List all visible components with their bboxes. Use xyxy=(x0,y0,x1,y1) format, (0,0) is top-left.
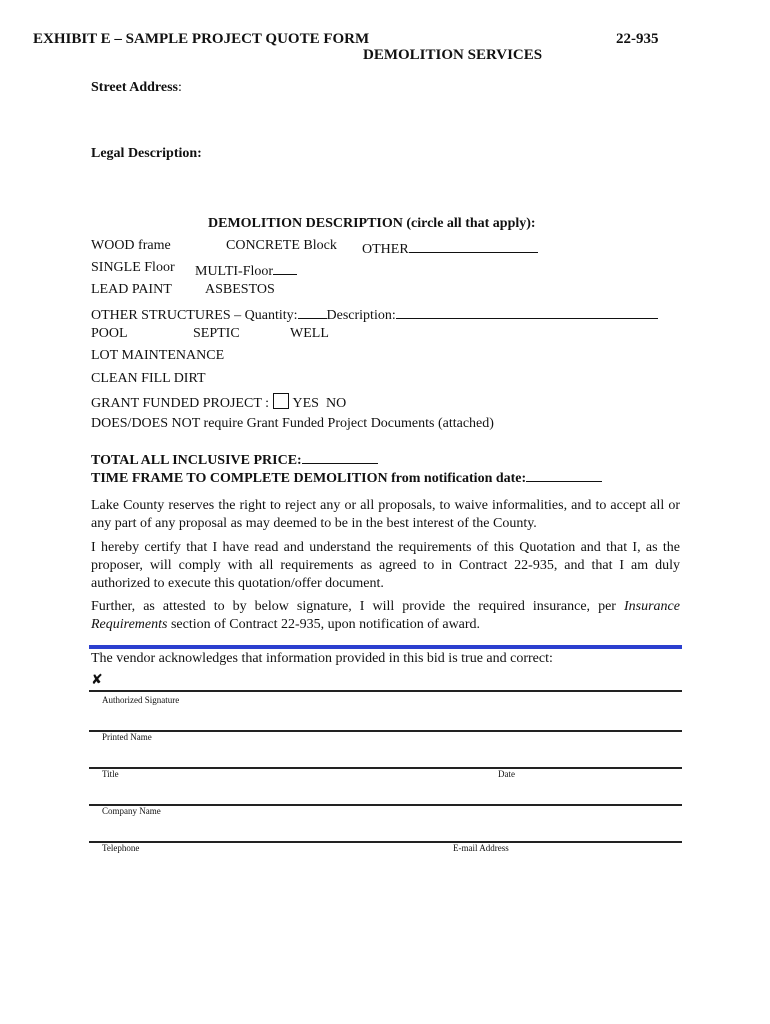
date-label: Date xyxy=(498,769,515,779)
option-concrete-block[interactable]: CONCRETE Block xyxy=(226,238,337,253)
email-label: E-mail Address xyxy=(453,843,509,853)
option-well[interactable]: WELL xyxy=(290,326,329,341)
description-blank[interactable] xyxy=(396,304,658,319)
option-other[interactable]: OTHER xyxy=(362,238,538,258)
option-lead-paint[interactable]: LEAD PAINT xyxy=(91,282,172,297)
exhibit-title: EXHIBIT E – SAMPLE PROJECT QUOTE FORM xyxy=(33,31,370,47)
certification-paragraph: I hereby certify that I have read and understand the requirements of this Quotation and that I, as the proposer, will comply with all requirements as agreed to in Contract 22-935, and that I am duly authorized to execute this quotation/offer document. xyxy=(91,540,680,591)
street-address-label: Street Address: xyxy=(91,80,182,95)
contract-number: 22-935 xyxy=(616,31,659,47)
company-name-line[interactable] xyxy=(89,804,682,806)
signature-x-mark: ✘ xyxy=(91,672,103,688)
grant-yes-checkbox[interactable] xyxy=(273,393,289,409)
grant-no-label[interactable]: NO xyxy=(325,396,347,411)
signature-line[interactable] xyxy=(89,690,682,692)
option-septic[interactable]: SEPTIC xyxy=(193,326,240,341)
option-lot-maintenance[interactable]: LOT MAINTENANCE xyxy=(91,348,225,363)
option-clean-fill-dirt[interactable]: CLEAN FILL DIRT xyxy=(91,371,206,386)
legal-description-label: Legal Description: xyxy=(91,146,202,161)
vendor-acknowledgement: The vendor acknowledges that information provided in this bid is true and correct: xyxy=(91,651,553,666)
option-single-floor[interactable]: SINGLE Floor xyxy=(91,260,175,275)
title-date-line[interactable] xyxy=(89,767,682,769)
option-other-structures[interactable]: OTHER STRUCTURES – Quantity: Description: xyxy=(91,304,658,324)
grant-yes-label[interactable]: YES xyxy=(292,396,319,411)
grant-documents-text: DOES/DOES NOT require Grant Funded Project Documents (attached) xyxy=(91,416,494,431)
reservation-paragraph: Lake County reserves the right to reject any or all proposals, to waive informalities, and to accept all or any part of any proposal as may deemed to be in the best interest of the County. xyxy=(91,498,680,531)
timeframe-blank[interactable] xyxy=(526,467,602,482)
grant-funded-row xyxy=(91,393,346,412)
total-price-row: TOTAL ALL INCLUSIVE PRICE: xyxy=(91,449,378,469)
company-name-label: Company Name xyxy=(102,806,161,816)
timeframe-row: TIME FRAME TO COMPLETE DEMOLITION from notification date: xyxy=(91,467,602,487)
grant-funded-label: GRANT FUNDED PROJECT : xyxy=(91,396,270,411)
printed-name-line[interactable] xyxy=(89,730,682,732)
title-label: Title xyxy=(102,769,119,779)
insurance-paragraph: Further, as attested to by below signature, I will provide the required insurance, per Insurance Requirements section of Contract 22-935, upon notification of award. xyxy=(91,599,680,632)
other-blank[interactable] xyxy=(409,238,538,253)
authorized-signature-label: Authorized Signature xyxy=(102,695,180,705)
option-wood-frame[interactable]: WOOD frame xyxy=(91,238,171,253)
quantity-blank[interactable] xyxy=(298,304,327,319)
option-pool[interactable]: POOL xyxy=(91,326,128,341)
printed-name-label: Printed Name xyxy=(102,732,152,742)
multi-floor-blank[interactable] xyxy=(273,260,297,275)
separator-rule xyxy=(89,645,682,649)
telephone-label: Telephone xyxy=(102,843,140,853)
option-asbestos[interactable]: ASBESTOS xyxy=(205,282,275,297)
demolition-heading: DEMOLITION DESCRIPTION (circle all that apply): xyxy=(208,216,536,231)
total-price-blank[interactable] xyxy=(302,449,378,464)
form-subtitle: DEMOLITION SERVICES xyxy=(363,47,543,63)
telephone-email-line[interactable] xyxy=(89,841,682,843)
option-multi-floor[interactable]: MULTI-Floor xyxy=(195,260,297,280)
